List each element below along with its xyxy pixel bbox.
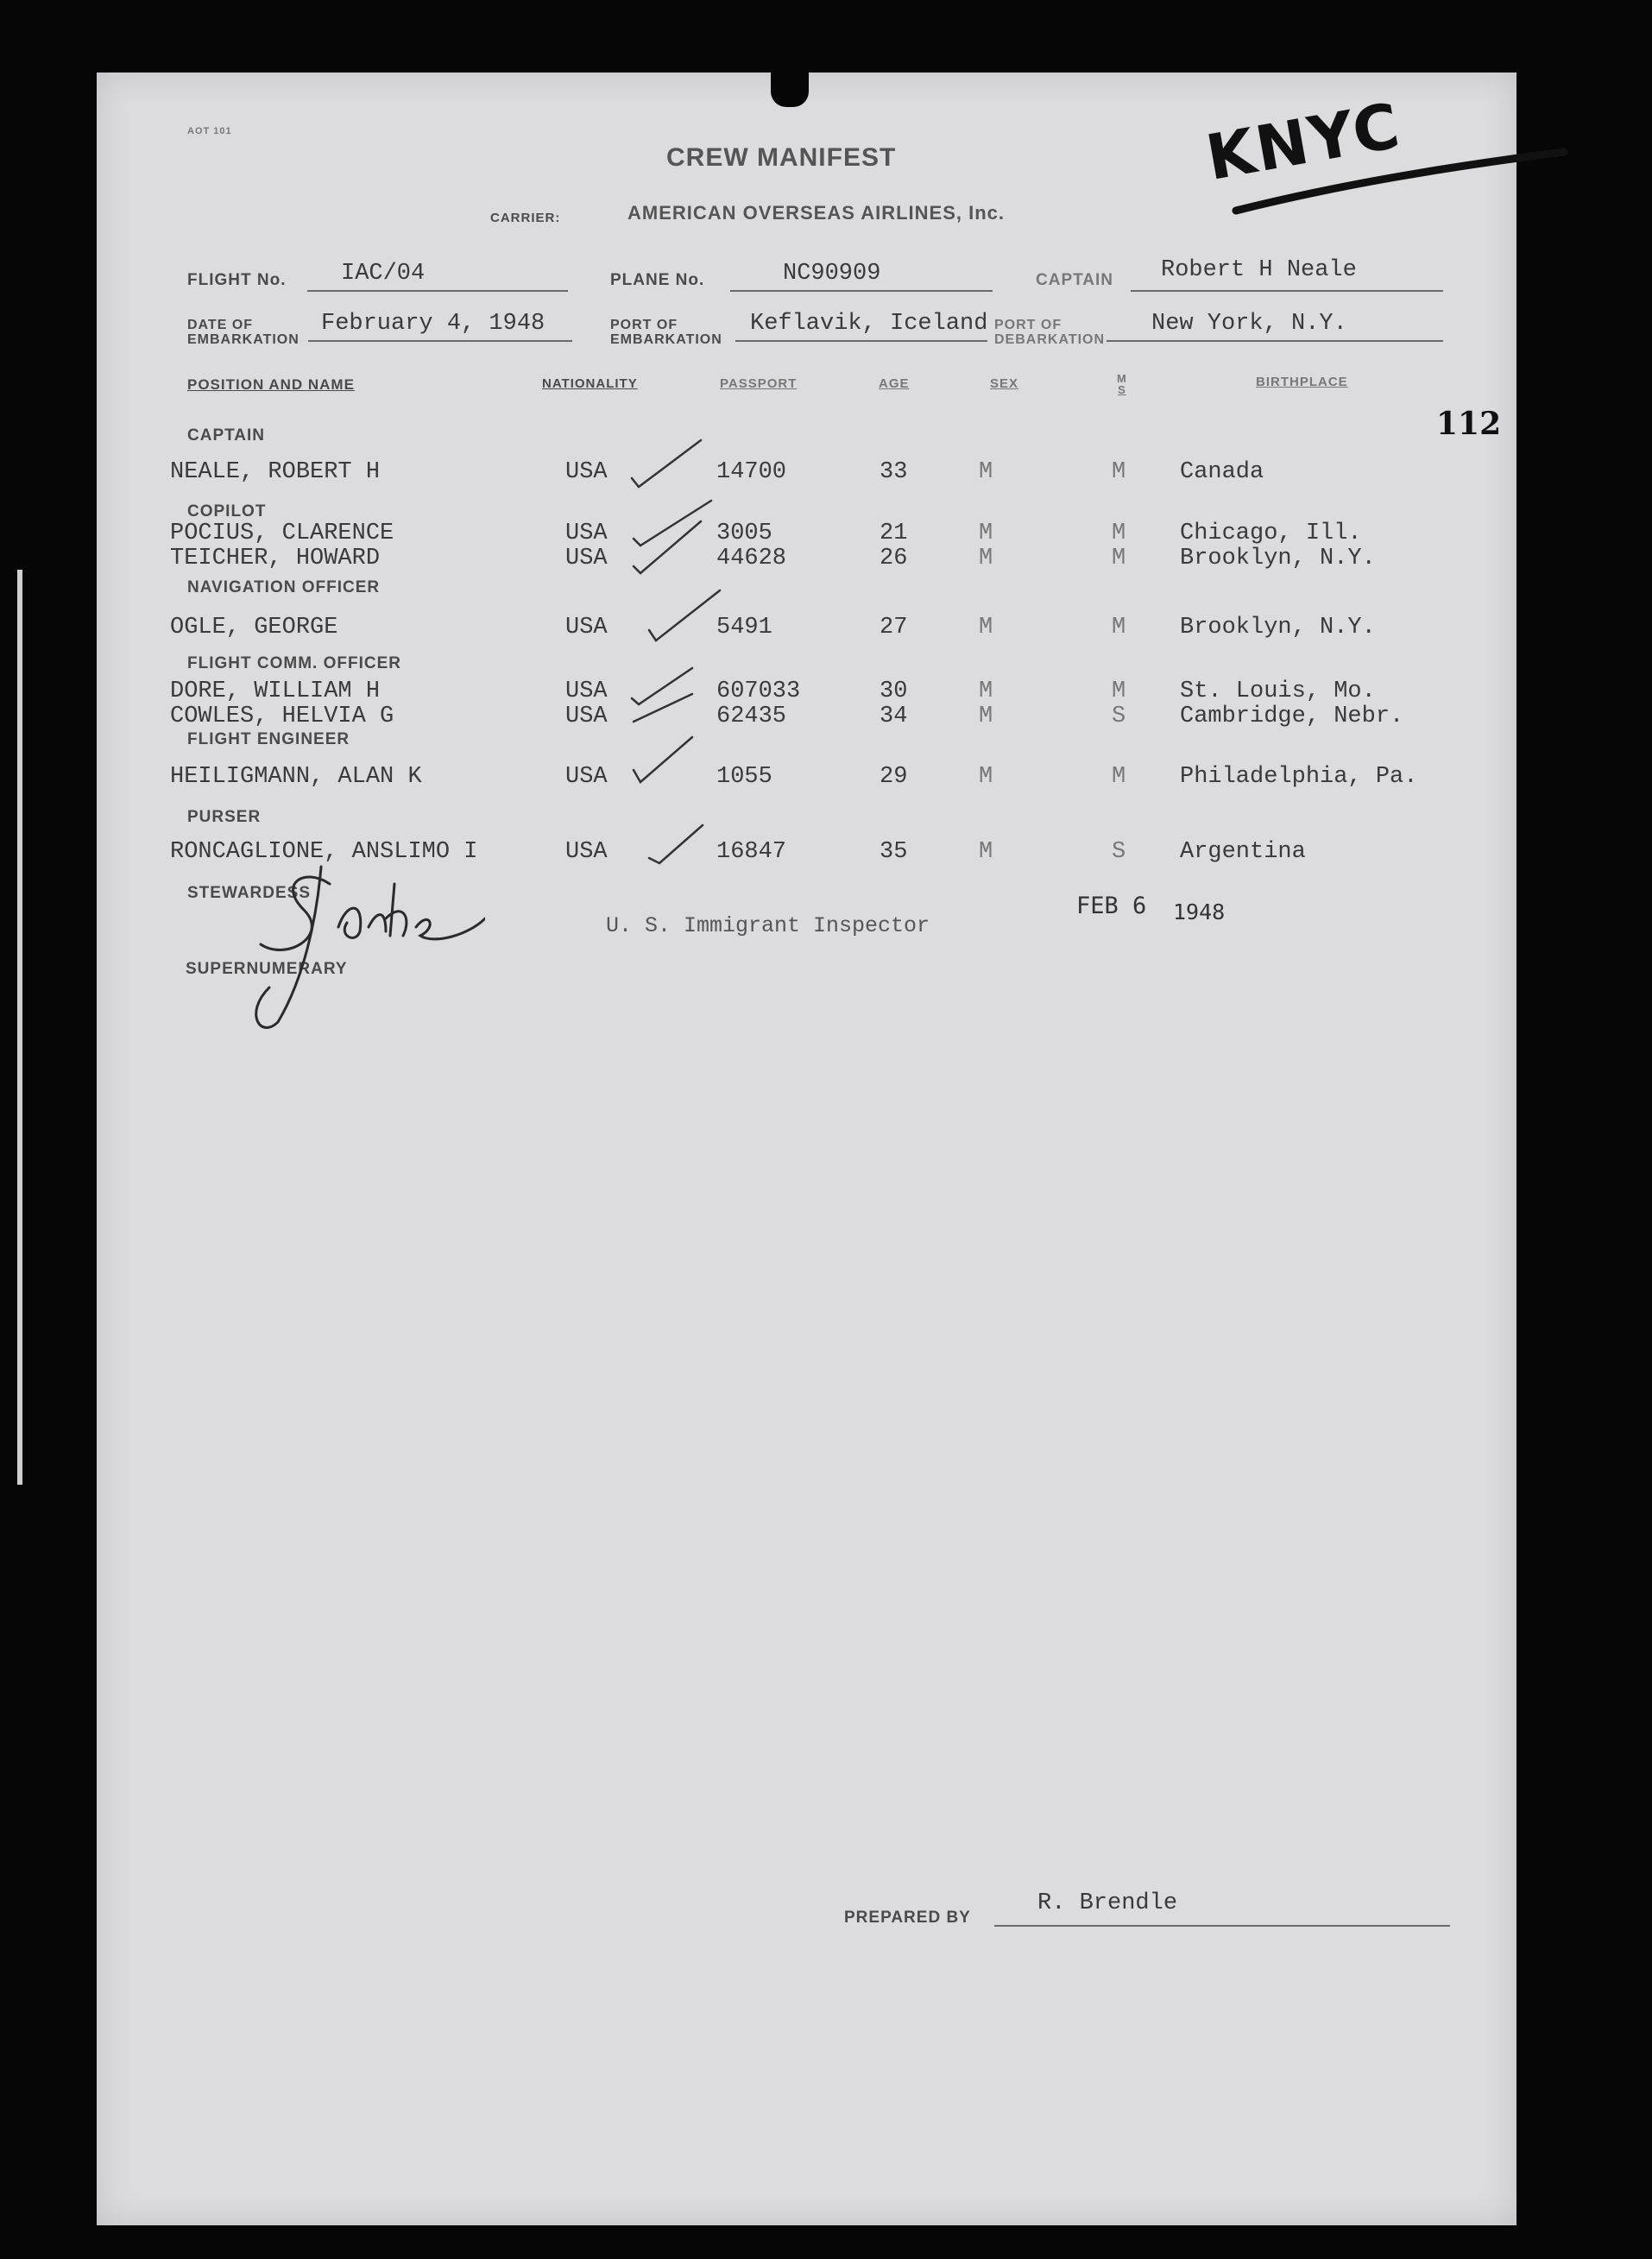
- col-nationality: NATIONALITY: [542, 376, 638, 391]
- prepared-value: R. Brendle: [1037, 1890, 1178, 1916]
- stamp-date: FEB 6: [1076, 893, 1147, 919]
- flight-label: FLIGHT No.: [187, 271, 287, 289]
- col-sex: SEX: [990, 376, 1019, 391]
- col-age: AGE: [879, 376, 910, 391]
- section-engineer: FLIGHT ENGINEER: [187, 730, 350, 748]
- check-mark-icon: [649, 825, 703, 863]
- captain-label: CAPTAIN: [1036, 271, 1114, 289]
- carrier-value: AMERICAN OVERSEAS AIRLINES, Inc.: [627, 202, 1006, 224]
- section-copilot: COPILOT: [187, 502, 267, 521]
- captain-line: [1131, 290, 1443, 292]
- carrier-label: CARRIER:: [490, 211, 561, 225]
- check-mark-icon: [634, 737, 692, 782]
- port-embarkation-value: Keflavik, Iceland: [750, 311, 988, 337]
- stamp-year: 1948: [1173, 899, 1226, 924]
- check-mark-icon: [649, 590, 720, 640]
- col-marital: M S: [1117, 372, 1127, 396]
- check-mark-icon: [632, 440, 701, 487]
- section-stewardess: STEWARDESS: [187, 884, 312, 902]
- col-birthplace: BIRTHPLACE: [1256, 375, 1348, 389]
- scan-edge: [17, 570, 22, 1485]
- plane-label: PLANE No.: [610, 271, 705, 289]
- date-label: DATE OF EMBARKATION: [187, 318, 300, 347]
- inspector-signature: [209, 849, 485, 1048]
- col-position: POSITION AND NAME: [187, 376, 355, 393]
- port-embarkation-label: PORT OF EMBARKATION: [610, 318, 722, 347]
- captain-value: Robert H Neale: [1161, 257, 1357, 283]
- plane-value: NC90909: [783, 261, 881, 287]
- port-debarkation-label: PORT OF DEBARKATION: [994, 318, 1106, 347]
- flight-value: IAC/04: [341, 261, 426, 287]
- handwritten-code: KNYC: [1201, 88, 1407, 195]
- page-number: 112: [1436, 406, 1502, 442]
- section-captain: CAPTAIN: [187, 426, 266, 445]
- section-purser: PURSER: [187, 808, 262, 826]
- date-value: February 4, 1948: [321, 311, 545, 337]
- section-supernumerary: SUPERNUMERARY: [186, 960, 348, 978]
- inspector-label: U. S. Immigrant Inspector: [606, 913, 930, 938]
- form-code: AOT 101: [187, 126, 232, 136]
- manifest-page: AOT 101 CREW MANIFEST CARRIER: AMERICAN OVERSEAS AIRLINES, Inc. KNYC 112 FLIGHT No. IAC/04 PLANE No. NC90909 CAPTAIN Robert H Neale DATE OF EMBARKATION February 4, 1948 PORT OF EMBARKATION Keflavik, Iceland PORT OF DEBARKATION New York, N.Y. POSITION AND NAME NATIONALITY PASSPORT AGE SEX M S BIRTHPLACE CAPTAIN COPILOT NAVIGATION OFFICER FLIGHT COMM. OFFICER FLIGHT ENGINEER PURSER STEWARDESS SUPERNUMERARY NEALE, ROBERT H USA 14700 33 M M Canada POCIUS, CLARENCE USA 3005 21 M M Chicago, Ill. TEICHER, HOWARD USA 44628 26 M M Brooklyn, N.Y. OGLE, GEORGE USA 5491 27 M M Brooklyn, N.Y. DORE, WILLIAM H USA 607033 30 M M St. Louis, Mo. COWLES, HELVIA G USA 62435 34 M S Cambridge, Nebr. HEILIGMANN, ALAN K USA 1055 29 M M Philadelphia, Pa. RONCAGLIONE, ANSLIMO I USA 16847 35 M S Argentina U. S. Immigrant Inspector FEB 6 1948 PREPARED BY R. Brendle: [97, 73, 1516, 2225]
- prepared-label: PREPARED BY: [844, 1909, 971, 1927]
- form-title: CREW MANIFEST: [666, 143, 897, 172]
- prepared-line: [994, 1925, 1450, 1927]
- section-navigation: NAVIGATION OFFICER: [187, 578, 381, 596]
- check-marks: [97, 73, 873, 936]
- col-passport: PASSPORT: [720, 376, 798, 391]
- port-debarkation-value: New York, N.Y.: [1151, 311, 1347, 337]
- port-debarkation-line: [1107, 340, 1443, 342]
- binding-hole: [771, 73, 809, 107]
- section-comm: FLIGHT COMM. OFFICER: [187, 654, 401, 672]
- handwritten-underline: [1219, 133, 1581, 228]
- check-mark-icon: [634, 694, 692, 722]
